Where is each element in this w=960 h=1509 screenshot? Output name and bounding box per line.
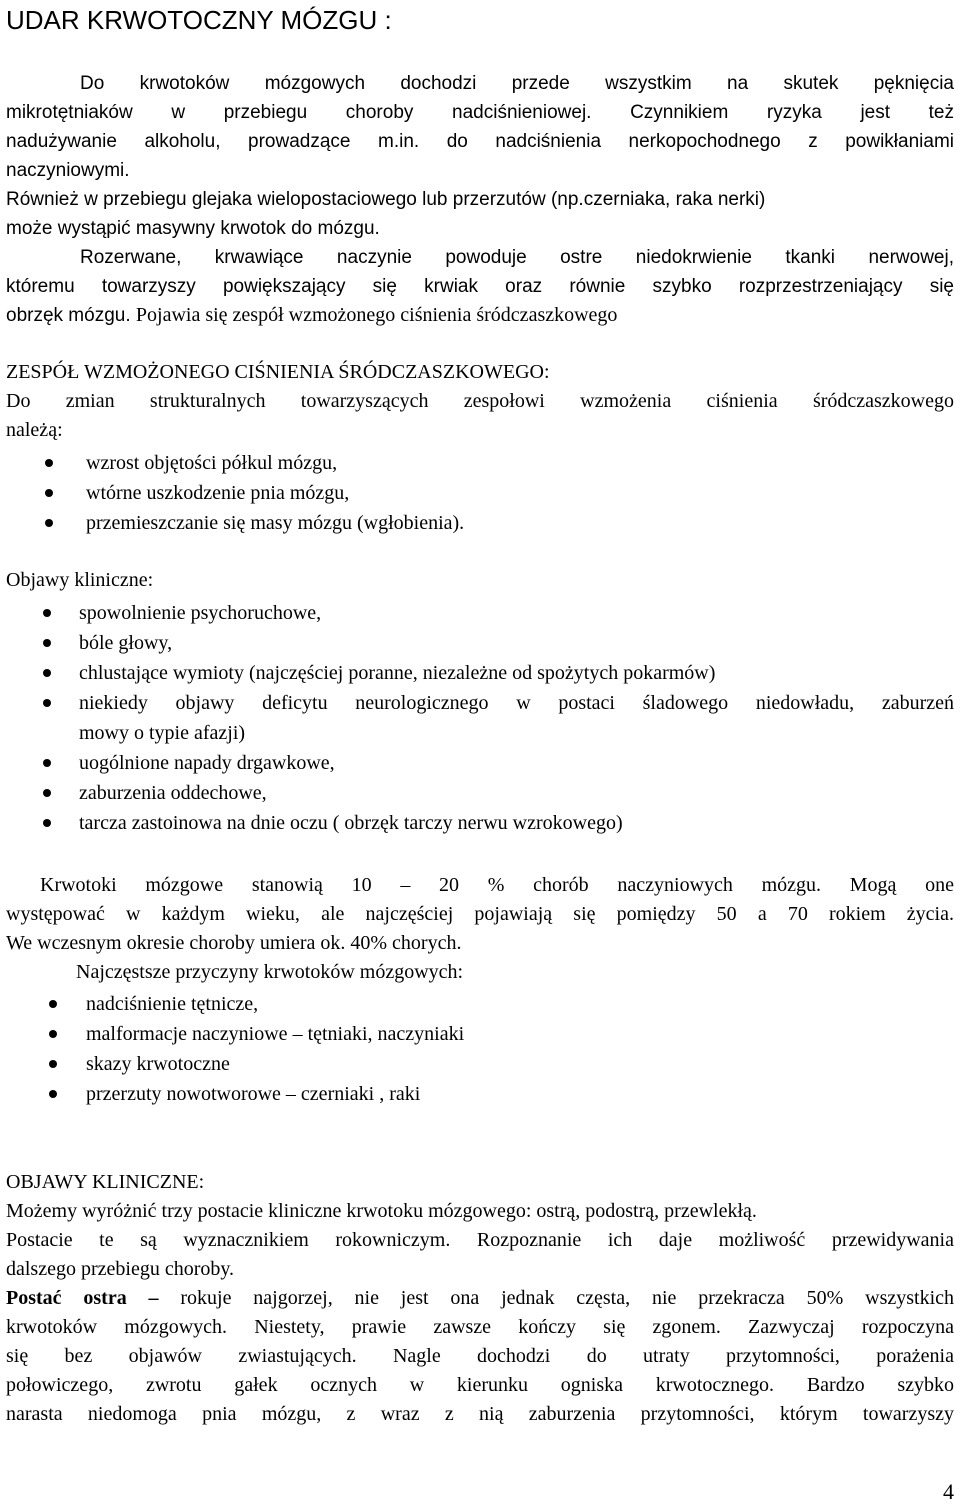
bullet-icon	[43, 639, 51, 647]
list-item-text: chlustające wymioty (najczęściej poranne, niezależne od spożytych pokarmów)	[79, 662, 716, 684]
clinical-heading: OBJAWY KLINICZNE:	[6, 1171, 205, 1193]
list-item	[6, 628, 954, 658]
list-item	[6, 478, 954, 508]
list-item-text: niekiedy objawy deficytu neurologicznego w postaci śladowego niedowładu, zaburzeń	[79, 692, 954, 714]
list-item-text: malformacje naczyniowe – tętniaki, naczyniaki	[86, 1023, 465, 1045]
list-item-text: przerzuty nowotworowe – czerniaki , raki	[86, 1083, 421, 1105]
list-item	[6, 448, 954, 478]
list-item-text: tarcza zastoinowa na dnie oczu ( obrzęk tarczy nerwu wzrokowego)	[79, 812, 623, 834]
list-item-text: wtórne uszkodzenie pnia mózgu,	[86, 482, 350, 504]
symptoms-list	[6, 598, 954, 838]
list-item	[6, 688, 954, 718]
list-item	[6, 1019, 954, 1049]
clinical-line: dalszego przebiegu choroby.	[6, 1258, 235, 1280]
list-item-text: zaburzenia oddechowe,	[79, 782, 267, 804]
list-item-text: skazy krwotoczne	[86, 1053, 230, 1075]
acute-dash: –	[126, 1287, 181, 1309]
list-item	[6, 598, 954, 628]
symptoms-section	[6, 566, 954, 595]
intro-line: Do krwotoków mózgowych dochodzi przede wszystkim na skutek pęknięcia	[80, 73, 954, 94]
intro-line-last	[6, 301, 954, 330]
acute-line: krwotoków mózgowych. Niestety, prawie zawsze kończy się zgonem. Zazwyczaj rozpoczyna	[6, 1316, 954, 1338]
bullet-icon	[45, 489, 53, 497]
list-item	[6, 1049, 954, 1079]
intro-line: może wystąpić masywny krwotok do mózgu.	[6, 218, 380, 239]
bullet-icon	[49, 1030, 57, 1038]
list-item-text: bóle głowy,	[79, 632, 173, 654]
acute-text: rokuje najgorzej, nie jest ona jednak częsta, nie przekracza 50% wszystkich	[180, 1287, 954, 1309]
list-item-text: uogólnione napady drgawkowe,	[79, 752, 335, 774]
acute-line: narasta niedomoga pnia mózgu, z wraz z nią zaburzenia przytomności, którym towarzyszy	[6, 1403, 954, 1425]
list-item-text: nadciśnienie tętnicze,	[86, 993, 259, 1015]
stats-line: We wczesnym okresie choroby umiera ok. 40% chorych.	[6, 932, 462, 954]
stats-line: Krwotoki mózgowe stanowią 10 – 20 % chorób naczyniowych mózgu. Mogą one	[40, 874, 954, 896]
page-title: UDAR KRWOTOCZNY MÓZGU :	[6, 5, 392, 35]
bullet-icon	[43, 669, 51, 677]
intro-tail: Pojawia się zespół wzmożonego ciśnienia śródczaszkowego	[135, 304, 618, 326]
bullet-icon	[43, 699, 51, 707]
list-item	[6, 808, 954, 838]
intro-text: obrzęk mózgu.	[6, 305, 131, 326]
list-item-continuation	[6, 718, 954, 748]
acute-line-first	[6, 1284, 954, 1313]
list-item	[6, 508, 954, 538]
list-item	[6, 1079, 954, 1109]
bullet-icon	[45, 459, 53, 467]
intro-line: mikrotętniaków w przebiegu choroby nadciśnieniowej. Czynnikiem ryzyka jest też	[6, 102, 954, 123]
bullet-icon	[43, 759, 51, 767]
icp-lead: Do zmian strukturalnych towarzyszących zespołowi wzmożenia ciśnienia śródczaszkowego	[6, 390, 954, 412]
acute-label: Postać ostra	[6, 1287, 127, 1309]
bullet-icon	[45, 519, 53, 527]
bullet-icon	[43, 819, 51, 827]
stats-line: występować w każdym wieku, ale najczęściej pojawiają się pomiędzy 50 a 70 rokiem życia.	[6, 903, 954, 925]
bullet-icon	[43, 789, 51, 797]
symptoms-heading: Objawy kliniczne:	[6, 569, 154, 591]
clinical-section	[6, 1168, 954, 1429]
intro-line: któremu towarzyszy powiększający się krwiak oraz równie szybko rozprzestrzeniający się	[6, 276, 954, 297]
bullet-icon	[43, 609, 51, 617]
icp-list	[6, 448, 954, 538]
intro-paragraph	[6, 69, 954, 330]
stats-paragraph	[6, 871, 954, 987]
intro-line: naczyniowymi.	[6, 160, 130, 181]
list-item-text: wzrost objętości półkul mózgu,	[86, 452, 338, 474]
page-number: 4	[943, 1479, 954, 1504]
intro-line: nadużywanie alkoholu, prowadzące m.in. do nadciśnienia nerkopochodnego z powikłaniami	[6, 131, 954, 152]
list-item	[6, 748, 954, 778]
causes-list	[6, 989, 954, 1109]
list-item	[6, 989, 954, 1019]
acute-line: połowiczego, zwrotu gałek ocznych w kierunku ogniska krwotocznego. Bardzo szybko	[6, 1374, 954, 1396]
list-item-text: spowolnienie psychoruchowe,	[79, 602, 322, 624]
causes-heading: Najczęstsze przyczyny krwotoków mózgowych:	[76, 961, 464, 983]
bullet-icon	[49, 1060, 57, 1068]
list-item	[6, 658, 954, 688]
acute-line: się bez objawów zwiastujących. Nagle dochodzi do utraty przytomności, porażenia	[6, 1345, 954, 1367]
clinical-line: Postacie te są wyznacznikiem rokowniczym. Rozpoznanie ich daje możliwość przewidywania	[6, 1229, 954, 1251]
clinical-line: Możemy wyróżnić trzy postacie kliniczne krwotoku mózgowego: ostrą, podostrą, przewlekłą.	[6, 1200, 757, 1222]
intro-line: Rozerwane, krwawiące naczynie powoduje ostre niedokrwienie tkanki nerwowej,	[80, 247, 954, 268]
list-item-text: mowy o typie afazji)	[79, 722, 246, 744]
icp-lead-cont: należą:	[6, 419, 63, 441]
bullet-icon	[49, 1000, 57, 1008]
icp-section	[6, 358, 954, 445]
icp-heading: ZESPÓŁ WZMOŻONEGO CIŚNIENIA ŚRÓDCZASZKOWEGO:	[6, 361, 550, 383]
intro-line: Również w przebiegu glejaka wielopostaciowego lub przerzutów (np.czerniaka, raka nerki)	[6, 189, 766, 210]
list-item	[6, 778, 954, 808]
list-item-text: przemieszczanie się masy mózgu (wgłobienia).	[86, 512, 465, 534]
bullet-icon	[49, 1090, 57, 1098]
